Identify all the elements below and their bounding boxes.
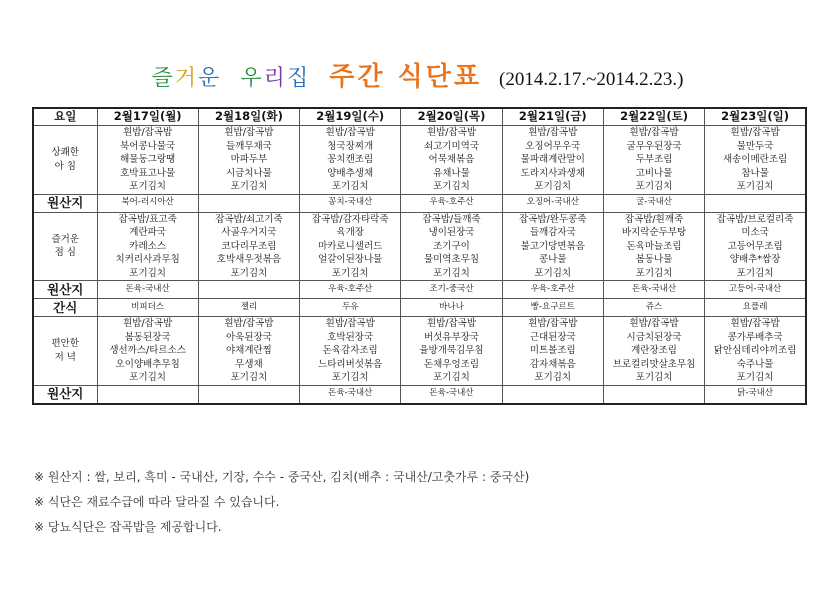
origin-cell: 굴-국내산 [603,194,704,212]
dish-item: 잡곡밥/흰깨죽 [624,213,684,225]
origin-cell [97,385,198,404]
dish-item: 포기김치 [635,372,673,383]
dish-item: 흰밥/잡곡밥 [123,318,173,329]
lunch-menu-cell [198,212,299,281]
dish-item: 흰밥/잡곡밥 [730,318,780,329]
origin-cell: 우육-호주산 [300,281,401,299]
day-header: 2월22일(토) [603,108,704,126]
dish-item: 율방개묵김무침 [419,345,484,356]
lunch-origin-row [33,281,806,299]
dish-item: 도라지사과생채 [520,167,585,179]
dish-item: 잡곡밥/완두콩죽 [519,213,587,225]
day-header: 2월18일(화) [198,108,299,126]
dish-item: 포기김치 [736,181,774,192]
lunch-row [33,212,806,281]
dish-item: 마파두부 [230,154,268,165]
dish-item: 포기김치 [331,181,369,192]
dish-item: 불고기당면볶음 [520,240,585,252]
dish-item: 아욱된장국 [225,331,272,343]
dish-item: 콩가루배추국 [727,331,783,343]
dish-item: 조기구이 [433,240,470,252]
dish-item: 흰밥/잡곡밥 [224,127,274,138]
dish-item: 흰밥/잡곡밥 [224,318,274,329]
origin-label: 원산지 [33,194,97,212]
dish-item: 돈채우엉조림 [423,358,480,370]
day-label-header: 요일 [33,108,97,126]
meal-label-breakfast: 상쾌한 아 침 [33,126,97,195]
dish-item: 근대된장국 [529,331,576,343]
dish-item: 포기김치 [129,267,166,279]
dish-item: 포기김치 [433,181,470,192]
breakfast-menu-cell [502,126,603,195]
origin-cell: 조기-중국산 [401,281,502,299]
dish-item: 유채나물 [433,167,470,179]
dish-item: 들깨무채국 [225,140,272,152]
day-header: 2월17일(월) [97,108,198,126]
snack-cell: 바나나 [401,299,502,317]
dinner-row [33,317,806,386]
dish-item: 무생채 [235,358,263,370]
dish-item: 두부조림 [635,154,673,165]
dish-item: 흰밥/잡곡밥 [629,127,679,138]
day-header: 2월19일(수) [300,108,401,126]
dish-item: 북어콩나물국 [120,140,176,152]
dish-item: 호박된장국 [327,331,374,343]
dish-item: 포기김치 [230,267,268,279]
dish-item: 생선까스/타르소스 [109,345,186,356]
header-row [33,108,806,126]
dish-item: 흰밥/잡곡밥 [325,127,375,138]
dish-item: 코다리무조림 [221,240,277,252]
dish-item: 새송이메란조림 [722,154,788,165]
dish-item: 물파래계란말이 [520,154,585,165]
dish-item: 오이양배추무침 [115,358,180,370]
title-main: 주간 식단표 [329,62,482,92]
snack-cell: 요플레 [705,299,806,317]
dish-item: 숙주나물 [736,358,774,370]
dish-item: 잡곡밥/감자타락죽 [311,213,389,225]
dish-item: 콩나물 [539,254,567,265]
lunch-menu-cell [401,212,502,281]
title-part-happy: 즐거운 [151,66,222,91]
snack-cell: 두유 [300,299,401,317]
footnote-menu-change: ※ 식단은 재료수급에 따라 달라질 수 있습니다. [34,495,280,509]
dish-item: 포기김치 [534,267,572,279]
dish-item: 흰밥/잡곡밥 [325,318,375,329]
dish-item: 고비나물 [635,167,673,179]
dish-item: 포기김치 [230,372,268,383]
dish-item: 꽁치캔조림 [327,154,374,165]
dish-item: 포기김치 [534,372,572,383]
dish-item: 잡곡밥/표고죽 [118,213,177,225]
breakfast-row [33,126,806,195]
dish-item: 느타리버섯볶음 [318,358,383,370]
dinner-menu-cell [705,317,806,386]
dish-item: 버섯유부장국 [423,331,480,343]
dinner-menu-cell [603,317,704,386]
dish-item: 시금치나물 [225,167,272,179]
breakfast-origin-row [33,194,806,212]
dish-item: 육개장 [336,227,364,238]
lunch-menu-cell [705,212,806,281]
dish-item: 청국장찌개 [327,140,374,152]
dish-item: 야채계란찜 [225,345,272,356]
dinner-menu-cell [502,317,603,386]
lunch-menu-cell [502,212,603,281]
breakfast-menu-cell [198,126,299,195]
dish-item: 봄동나물 [635,254,673,265]
dinner-menu-cell [97,317,198,386]
page-title [0,56,835,93]
dish-item: 냉이된장국 [428,227,475,238]
dish-item: 흰밥/잡곡밥 [629,318,679,329]
origin-cell [198,194,299,212]
dish-item: 흰밥/잡곡밥 [123,127,173,138]
dish-item: 호박새우젓볶음 [216,254,282,265]
dish-item: 돈육마늘조림 [626,240,682,252]
origin-cell: 닭-국내산 [705,385,806,404]
lunch-menu-cell [300,212,401,281]
dish-item: 계란장조림 [631,345,677,356]
dish-item: 포기김치 [534,181,572,192]
dish-item: 오징어무우국 [525,140,581,152]
origin-cell [705,194,806,212]
dish-item: 참나물 [741,167,769,179]
dish-item: 들깨감자국 [529,227,576,238]
dish-item: 고등어무조림 [727,240,783,252]
dish-item: 해물동그랑땡 [120,154,176,165]
snack-cell: 젤리 [198,299,299,317]
dish-item: 얼갈이된장나물 [318,254,383,265]
dish-item: 잡곡밥/브로컬리죽 [716,213,794,225]
dinner-menu-cell [198,317,299,386]
origin-cell [502,385,603,404]
origin-cell: 우육-호주산 [401,194,502,212]
meal-label-dinner: 편안한 저 녁 [33,317,97,386]
dish-item: 미트볼조림 [529,345,576,356]
dish-item: 포기김치 [129,372,166,383]
meal-label-lunch: 즐거운 점 심 [33,212,97,281]
dish-item: 굴무우된장국 [626,140,682,152]
breakfast-menu-cell [300,126,401,195]
dish-item: 물미역초무침 [423,254,480,265]
lunch-menu-cell [603,212,704,281]
day-header: 2월23일(일) [705,108,806,126]
dish-item: 흰밥/잡곡밥 [426,127,477,138]
origin-label: 원산지 [33,385,97,404]
snack-label: 간식 [33,299,97,317]
origin-cell: 북어-러시아산 [97,194,198,212]
dish-item: 포기김치 [331,267,369,279]
breakfast-menu-cell [97,126,198,195]
dish-item: 사골우거지국 [221,227,277,238]
title-dates: (2014.2.17.~2014.2.23.) [499,69,684,90]
breakfast-menu-cell [401,126,502,195]
weekly-menu-table [32,107,807,405]
dinner-menu-cell [300,317,401,386]
origin-cell [603,385,704,404]
dish-item: 흰밥/잡곡밥 [528,318,578,329]
origin-label: 원산지 [33,281,97,299]
origin-cell: 돈육-국내산 [300,385,401,404]
footnotes [34,465,529,540]
dish-item: 카레소스 [129,240,166,252]
snack-row [33,299,806,317]
dish-item: 치커리사과무침 [115,254,180,265]
day-header: 2월20일(목) [401,108,502,126]
dish-item: 시금치된장국 [626,331,682,343]
dish-item: 돈육감자조림 [322,345,378,356]
footnote-diabetes: ※ 당뇨식단은 잡곡밥을 제공합니다. [34,520,222,534]
breakfast-menu-cell [705,126,806,195]
snack-cell: 빵-요구르트 [502,299,603,317]
dish-item: 바지락순두부탕 [621,227,687,238]
snack-cell: 쥬스 [603,299,704,317]
dish-item: 미소국 [741,227,769,238]
origin-cell: 꽁치-국내산 [300,194,401,212]
lunch-menu-cell [97,212,198,281]
dish-item: 호박표고나물 [120,167,176,179]
dish-item: 물만두국 [736,140,774,152]
origin-cell: 오징어-국내산 [502,194,603,212]
origin-cell: 돈육-국내산 [97,281,198,299]
dish-item: 양배추생채 [327,167,374,179]
origin-cell [198,281,299,299]
title-part-our-home: 우리집 [240,66,311,91]
origin-cell: 돈육-국내산 [603,281,704,299]
dish-item: 잡곡밥/들깨죽 [422,213,481,225]
dish-item: 포기김치 [635,181,673,192]
origin-cell: 우육-호주산 [502,281,603,299]
dinner-menu-cell [401,317,502,386]
dish-item: 흰밥/잡곡밥 [426,318,477,329]
dish-item: 포기김치 [736,267,774,279]
dish-item: 계란파국 [129,227,166,238]
snack-cell: 비피더스 [97,299,198,317]
dish-item: 포기김치 [230,181,268,192]
dish-item: 쇠고기미역국 [423,140,480,152]
dish-item: 잡곡밥/쇠고기죽 [215,213,283,225]
dish-item: 어묵채볶음 [428,154,475,165]
dish-item: 마카로니샐러드 [318,240,383,252]
breakfast-menu-cell [603,126,704,195]
dish-item: 포기김치 [433,372,470,383]
dish-item: 흰밥/잡곡밥 [528,127,578,138]
footnote-origin: ※ 원산지 : 쌀, 보리, 흑미 - 국내산, 기장, 수수 - 중국산, 김치(배추 : 국내산/고춧가루 : 중국산) [34,470,530,484]
origin-cell [198,385,299,404]
dish-item: 포기김치 [129,181,166,192]
dish-item: 닭안심데리야끼조림 [713,345,797,356]
dish-item: 봄동된장국 [124,331,171,343]
dinner-origin-row [33,385,806,404]
dish-item: 포기김치 [331,372,369,383]
day-header: 2월21일(금) [502,108,603,126]
dish-item: 포기김치 [433,267,470,279]
dish-item: 브로컬리맛살초무침 [612,358,696,370]
dish-item: 포기김치 [736,372,774,383]
dish-item: 흰밥/잡곡밥 [730,127,780,138]
origin-cell: 돈육-국내산 [401,385,502,404]
dish-item: 포기김치 [635,267,673,279]
origin-cell: 고등어-국내산 [705,281,806,299]
dish-item: 양배추*쌈장 [729,254,781,265]
dish-item: 감자채볶음 [529,358,576,370]
